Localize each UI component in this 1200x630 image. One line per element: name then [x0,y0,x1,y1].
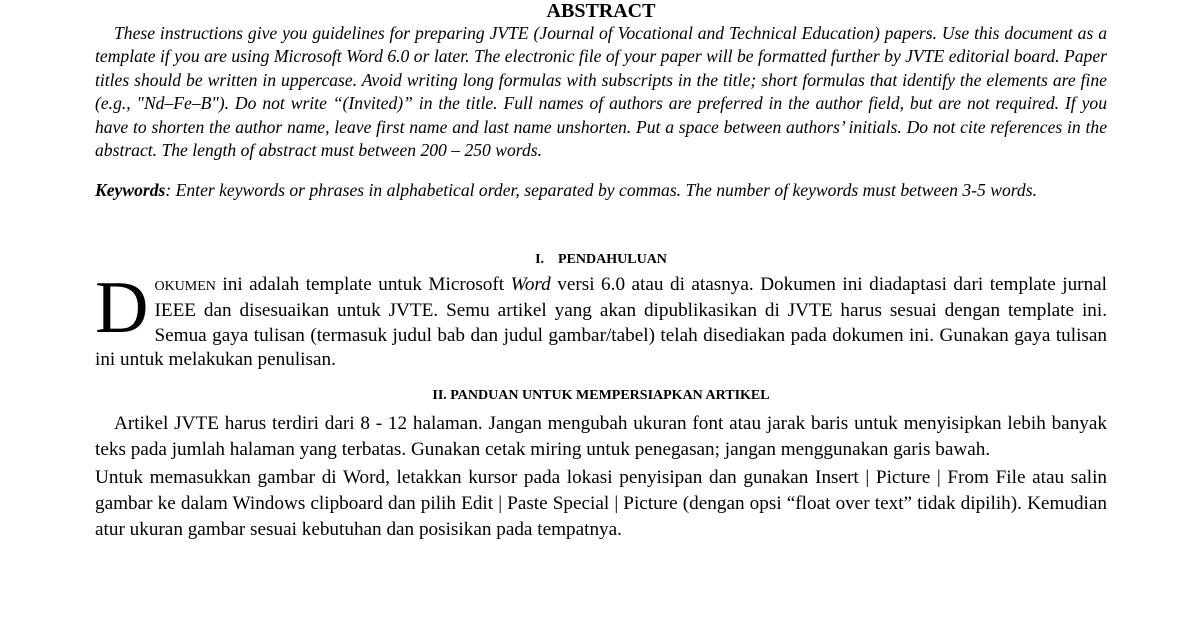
smallcaps-word: OKUMEN [154,278,216,294]
section-heading-panduan: II. PANDUAN UNTUK MEMPERSIAPKAN ARTIKEL [432,387,770,403]
intro-text-part2: versi 6.0 atau di atasnya. Dokumen ini diadaptasi dari template jurnal IEEE dan disesuaikan untuk JVTE. Semu artikel yang akan dipublikasikan di JVTE harus sesuai dengan template ini. Semua gaya tulisan (termasuk judul bab dan judul gambar/tabel) telah disediakan pada dokumen ini. Gunakan gaya tulisan ini untuk melakukan penulisan. [95,273,1108,371]
panduan-paragraph-2: Untuk memasukkan gambar di Word, letakkan kursor pada lokasi penyisipan dan gunakan Insert | Picture | From File atau salin gambar ke dalam Windows clipboard dan pilih Edit | Paste Special | Picture (dengan opsi “float over text” tidak dipilih). Kemudian atur ukuran gambar sesuai kebutuhan dan posisikan pada tempatnya. [95,466,1107,540]
section-heading-pendahuluan: I. PENDAHULUAN [535,251,667,267]
keywords-paragraph [95,179,1107,202]
intro-text-part1: ini adalah template untuk Microsoft [215,273,511,295]
intro-paragraph [95,266,1108,373]
intro-italic-word: Word [510,273,551,295]
document-page [95,0,1107,543]
abstract-body: These instructions give you guidelines for preparing JVTE (Journal of Vocational and Technical Education) papers. Use this document as a template if you are using Microsoft Word 6.0 or later. The electronic file of your paper will be formatted further by JVTE editorial board. Paper titles should be written in uppercase. Avoid writing long formulas with subscripts in the title; short formulas that identify the elements are fine (e.g., "Nd–Fe–B"). Do not write “(Invited)” in the title. Full names of authors are preferred in the author field, but are not required. If you have to shorten the author name, leave first name and last name unshorten. Put a space between authors’ initials. Do not cite references in the abstract. The length of abstract must between 200 – 250 words. [95,23,1107,161]
keywords-text: : Enter keywords or phrases in alphabetical order, separated by commas. The number of keywords must between 3-5 words. [165,180,1037,201]
panduan-paragraph-1: Artikel JVTE harus terdiri dari 8 - 12 halaman. Jangan mengubah ukuran font atau jarak baris untuk menyisipkan lebih banyak teks pada jumlah halaman yang terbatas. Gunakan cetak miring untuk penegasan; jangan menggunakan garis bawah. [95,412,1107,460]
abstract-heading: ABSTRACT [546,0,656,22]
keywords-label: Keywords [95,180,166,201]
drop-cap: D [95,266,149,349]
